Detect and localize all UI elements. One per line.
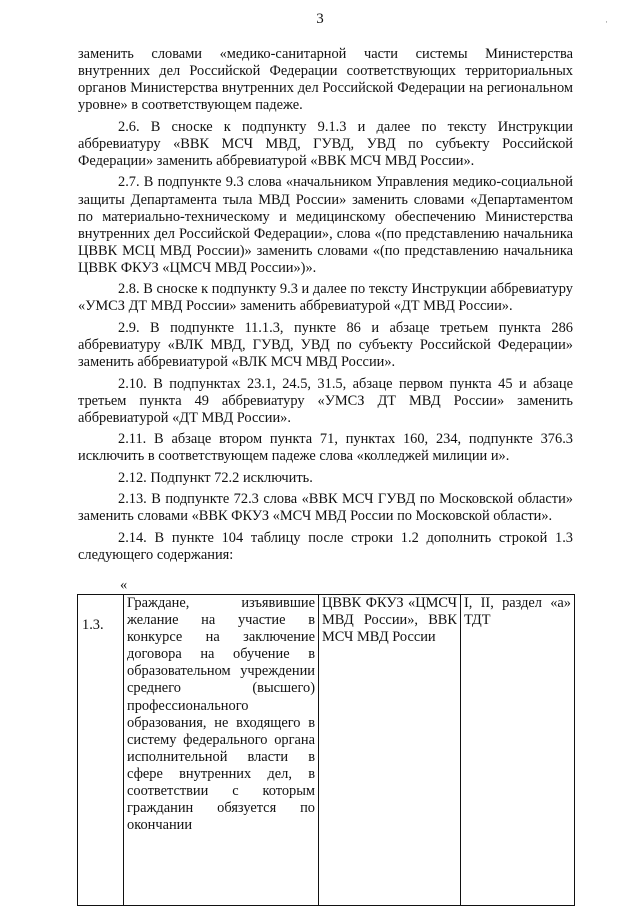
commission-cell: ЦВВК ФКУЗ «ЦМСЧ МВД России», ВВК МСЧ МВД России (319, 595, 461, 906)
opening-quote-mark: « (120, 577, 128, 593)
paragraph-continuation: заменить словами «медико-санитарной части системы Министерства внутренних дел Российской Федерации соответствующих территориальных органов Министерства внутренних дел Российской Федерации на региональном уровне» в соответствующем падеже. (78, 46, 573, 114)
paragraph-2-14: 2.14. В пункте 104 таблицу после строки 1.2 дополнить строкой 1.3 следующего содержания: (78, 529, 573, 564)
paragraph-2-6: 2.6. В сноске к подпункту 9.1.3 и далее по тексту Инструкции аббревиатуру «ВВК МСЧ МВД, ГУВД, УВД по субъекту Российской Федерации» заменить аббревиатурой «ВВК МСЧ МВД России». (78, 118, 573, 169)
paragraph-2-7: 2.7. В подпункте 9.3 слова «начальником Управления медико-социальной защиты Департамента тыла МВД России» заменить словами «Департаментом по материально-техническому и медицинскому обеспечению Министерства внутренних дел Российской Федерации», слова «(по представлению начальника ЦВВК МСЦ МВД России)» заменить словами «(по представлению начальника ЦВВК ФКУЗ «ЦМСЧ МВД России»)». (78, 174, 573, 276)
body-text (78, 46, 573, 569)
paragraph-2-12: 2.12. Подпункт 72.2 исключить. (118, 469, 313, 486)
paragraph-2-9: 2.9. В подпункте 11.1.3, пункте 86 и абзаце третьем пункта 286 аббревиатуру «ВЛК МВД, ГУВД, УВД по субъекту Российской Федерации» заменить аббревиатурой «ВЛК МСЧ МВД России». (78, 319, 573, 371)
scan-mark: · (605, 17, 608, 27)
page-number: 3 (316, 11, 324, 27)
paragraph-2-13: 2.13. В подпункте 72.3 слова «ВВК МСЧ ГУВД по Московской области» заменить словами «ВВК ФКУЗ «МСЧ МВД России по Московской области». (78, 491, 573, 525)
table-row (78, 595, 575, 906)
inserted-table (77, 594, 575, 906)
paragraph-2-10: 2.10. В подпунктах 23.1, 24.5, 31.5, абзаце первом пункта 45 и абзаце третьем пункта 49 аббревиатуру «УМСЗ ДТ МВД России» заменить аббревиатурой «ДТ МВД России». (78, 375, 573, 426)
paragraph-2-8: 2.8. В сноске к подпункту 9.3 и далее по тексту Инструкции аббревиатуру «УМСЗ ДТ МВД России» заменить аббревиатурой «ДТ МВД России». (78, 281, 573, 315)
paragraph-2-11: 2.11. В абзаце втором пункта 71, пунктах 160, 234, подпункте 376.3 исключить в соответствующем падеже слова «колледжей милиции и». (78, 431, 573, 465)
category-cell: I, II, раздел «а» ТДТ (461, 595, 575, 906)
row-number-cell: 1.3. (78, 595, 124, 906)
description-cell: Граждане, изъявившие желание на участие в конкурсе на заключение договора на обучение в образовательном учреждении среднего (высшего) профессионального образования, не входящего в систему федерального органа исполнительной власти в сфере внутренних дел, в соответствии с которым гражданин обязуется по окончании (124, 595, 319, 906)
